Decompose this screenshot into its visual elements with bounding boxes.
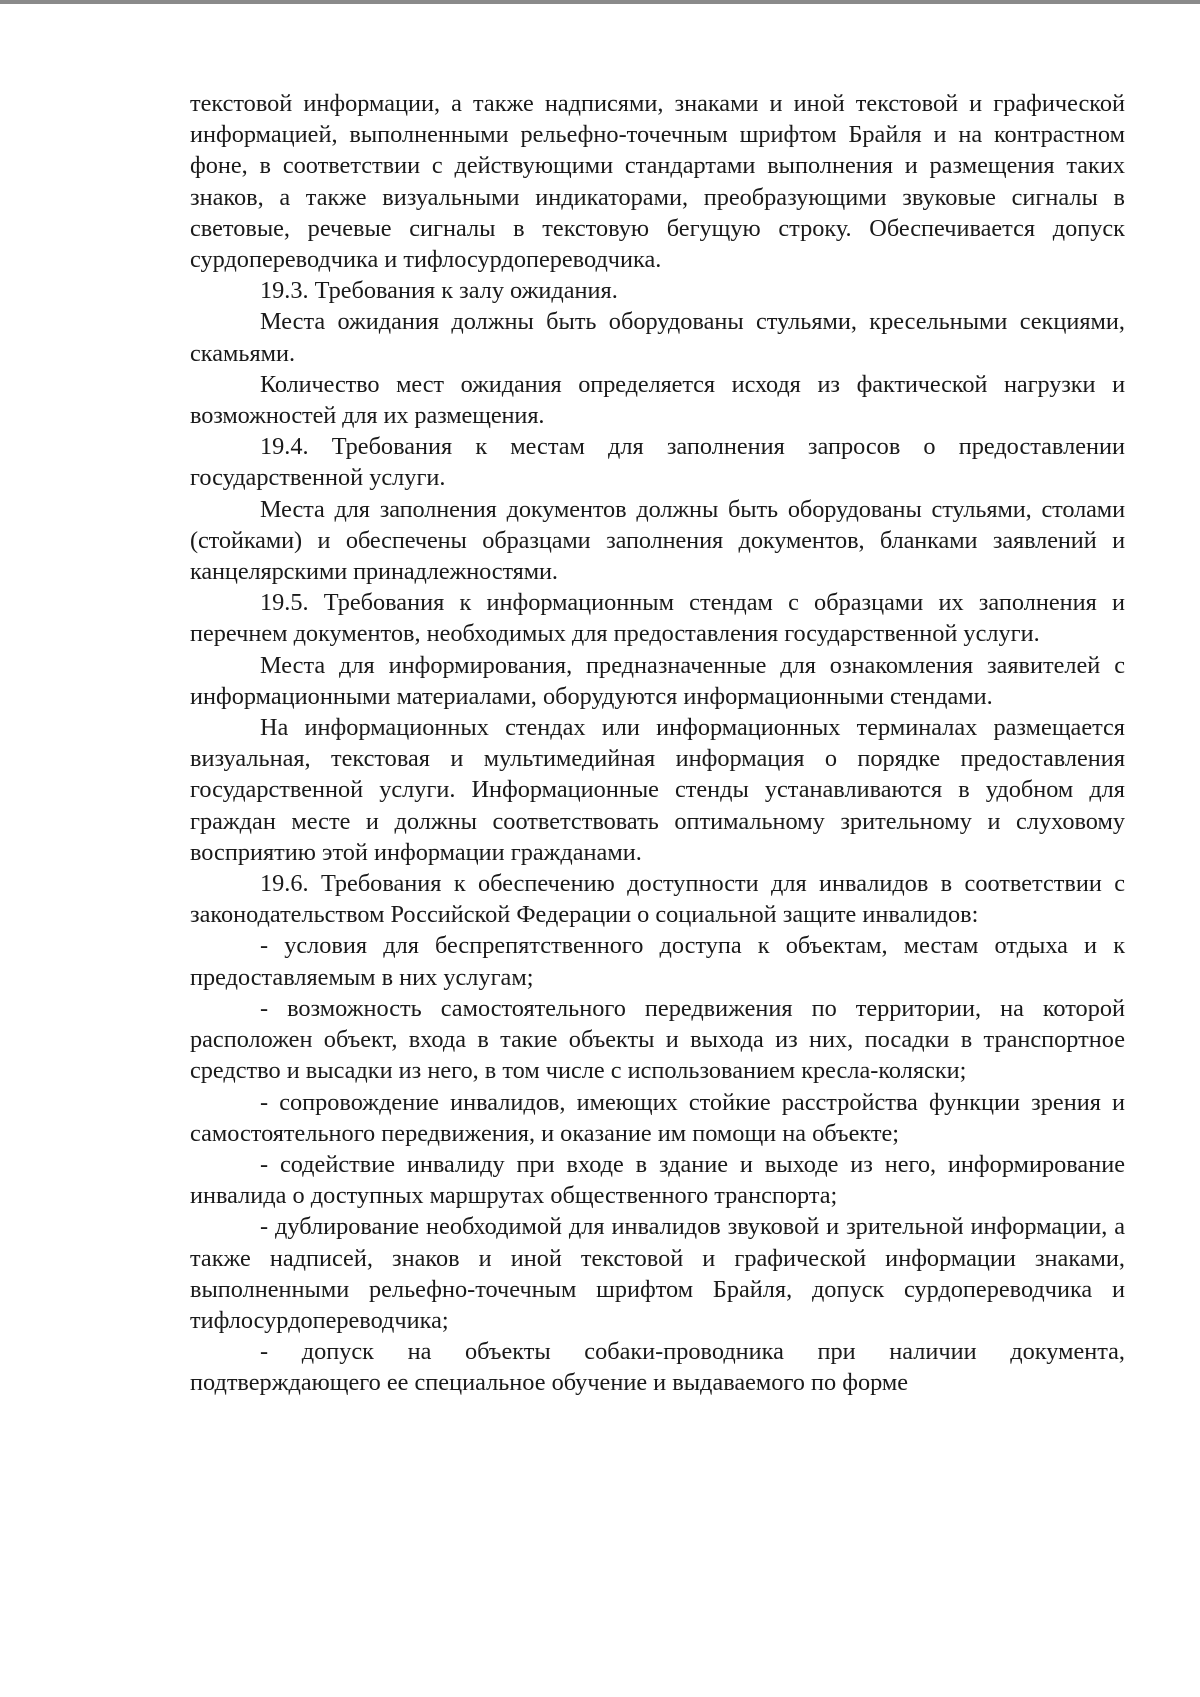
section-heading-19-4: 19.4. Требования к местам для заполнения запросов о предоставлении государственной услуги. <box>190 433 1125 492</box>
paragraph-seat-count: Количество мест ожидания определяется исходя из фактической нагрузки и возможностей для их размещения. <box>190 370 1125 430</box>
scan-top-edge <box>0 0 1200 4</box>
paragraph-information-places: Места для информирования, предназначенные для ознакомления заявителей с информационными материалами, оборудуются информационными стендами. <box>190 651 1125 710</box>
list-item-guide-dog: - допуск на объекты собаки-проводника при наличии документа, подтверждающего ее специальное обучение и выдаваемого по форме <box>190 1338 1125 1397</box>
paragraph-continuation: текстовой информации, а также надписями, знаками и иной текстовой и графической информацией, выполненными рельефно-точечным шрифтом Брайля и на контрастном фоне, в соответствии с действующими стандартами выполнения и размещения таких знаков, а также визуальными индикаторами, преобразующими звуковые сигналы в световые, речевые сигналы в текстовую бегущую строку. Обеспечивается допуск сурдопереводчика и тифлосурдопереводчика. <box>190 90 1125 274</box>
list-item-information-duplication: - дублирование необходимой для инвалидов звуковой и зрительной информации, а также надписей, знаков и иной текстовой и графической информации знаками, выполненными рельефно-точечным шрифтом Брайля, допуск сурдопереводчика и тифлосурдопереводчика; <box>190 1213 1125 1334</box>
section-heading-19-3: 19.3. Требования к залу ожидания. <box>260 277 618 305</box>
list-item-access-conditions: - условия для беспрепятственного доступа к объектам, местам отдыха и к предоставляемым в них услугам; <box>190 932 1125 991</box>
paragraph-information-stands: На информационных стендах или информационных терминалах размещается визуальная, текстовая и мультимедийная информация о порядке предоставления государственной услуги. Информационные стенды устанавливаются в удобном для граждан месте и должны соответствовать оптимальному зрительному и слуховому восприятию этой информации гражданами. <box>190 714 1125 866</box>
list-item-escort: - сопровождение инвалидов, имеющих стойкие расстройства функции зрения и самостоятельного передвижения, и оказание им помощи на объекте; <box>190 1088 1125 1147</box>
document-page <box>190 88 1125 1399</box>
section-heading-19-6: 19.6. Требования к обеспечению доступности для инвалидов в соответствии с законодательством Российской Федерации о социальной защите инвалидов: <box>190 870 1125 929</box>
list-item-independent-movement: - возможность самостоятельного передвижения по территории, на которой расположен объект, входа в такие объекты и выхода из них, посадки в транспортное средство и высадки из него, в том числе с использованием кресла-коляски; <box>190 994 1125 1085</box>
list-item-entry-assistance: - содействие инвалиду при входе в здание и выходе из него, информирование инвалида о доступных маршрутах общественного транспорта; <box>190 1150 1125 1210</box>
paragraph-filling-places: Места для заполнения документов должны быть оборудованы стульями, столами (стойками) и обеспечены образцами заполнения документов, бланками заявлений и канцелярскими принадлежностями. <box>190 495 1125 586</box>
section-heading-19-5: 19.5. Требования к информационным стендам с образцами их заполнения и перечнем документов, необходимых для предоставления государственной услуги. <box>190 589 1125 648</box>
paragraph-waiting-seats: Места ожидания должны быть оборудованы стульями, кресельными секциями, скамьями. <box>190 308 1125 367</box>
